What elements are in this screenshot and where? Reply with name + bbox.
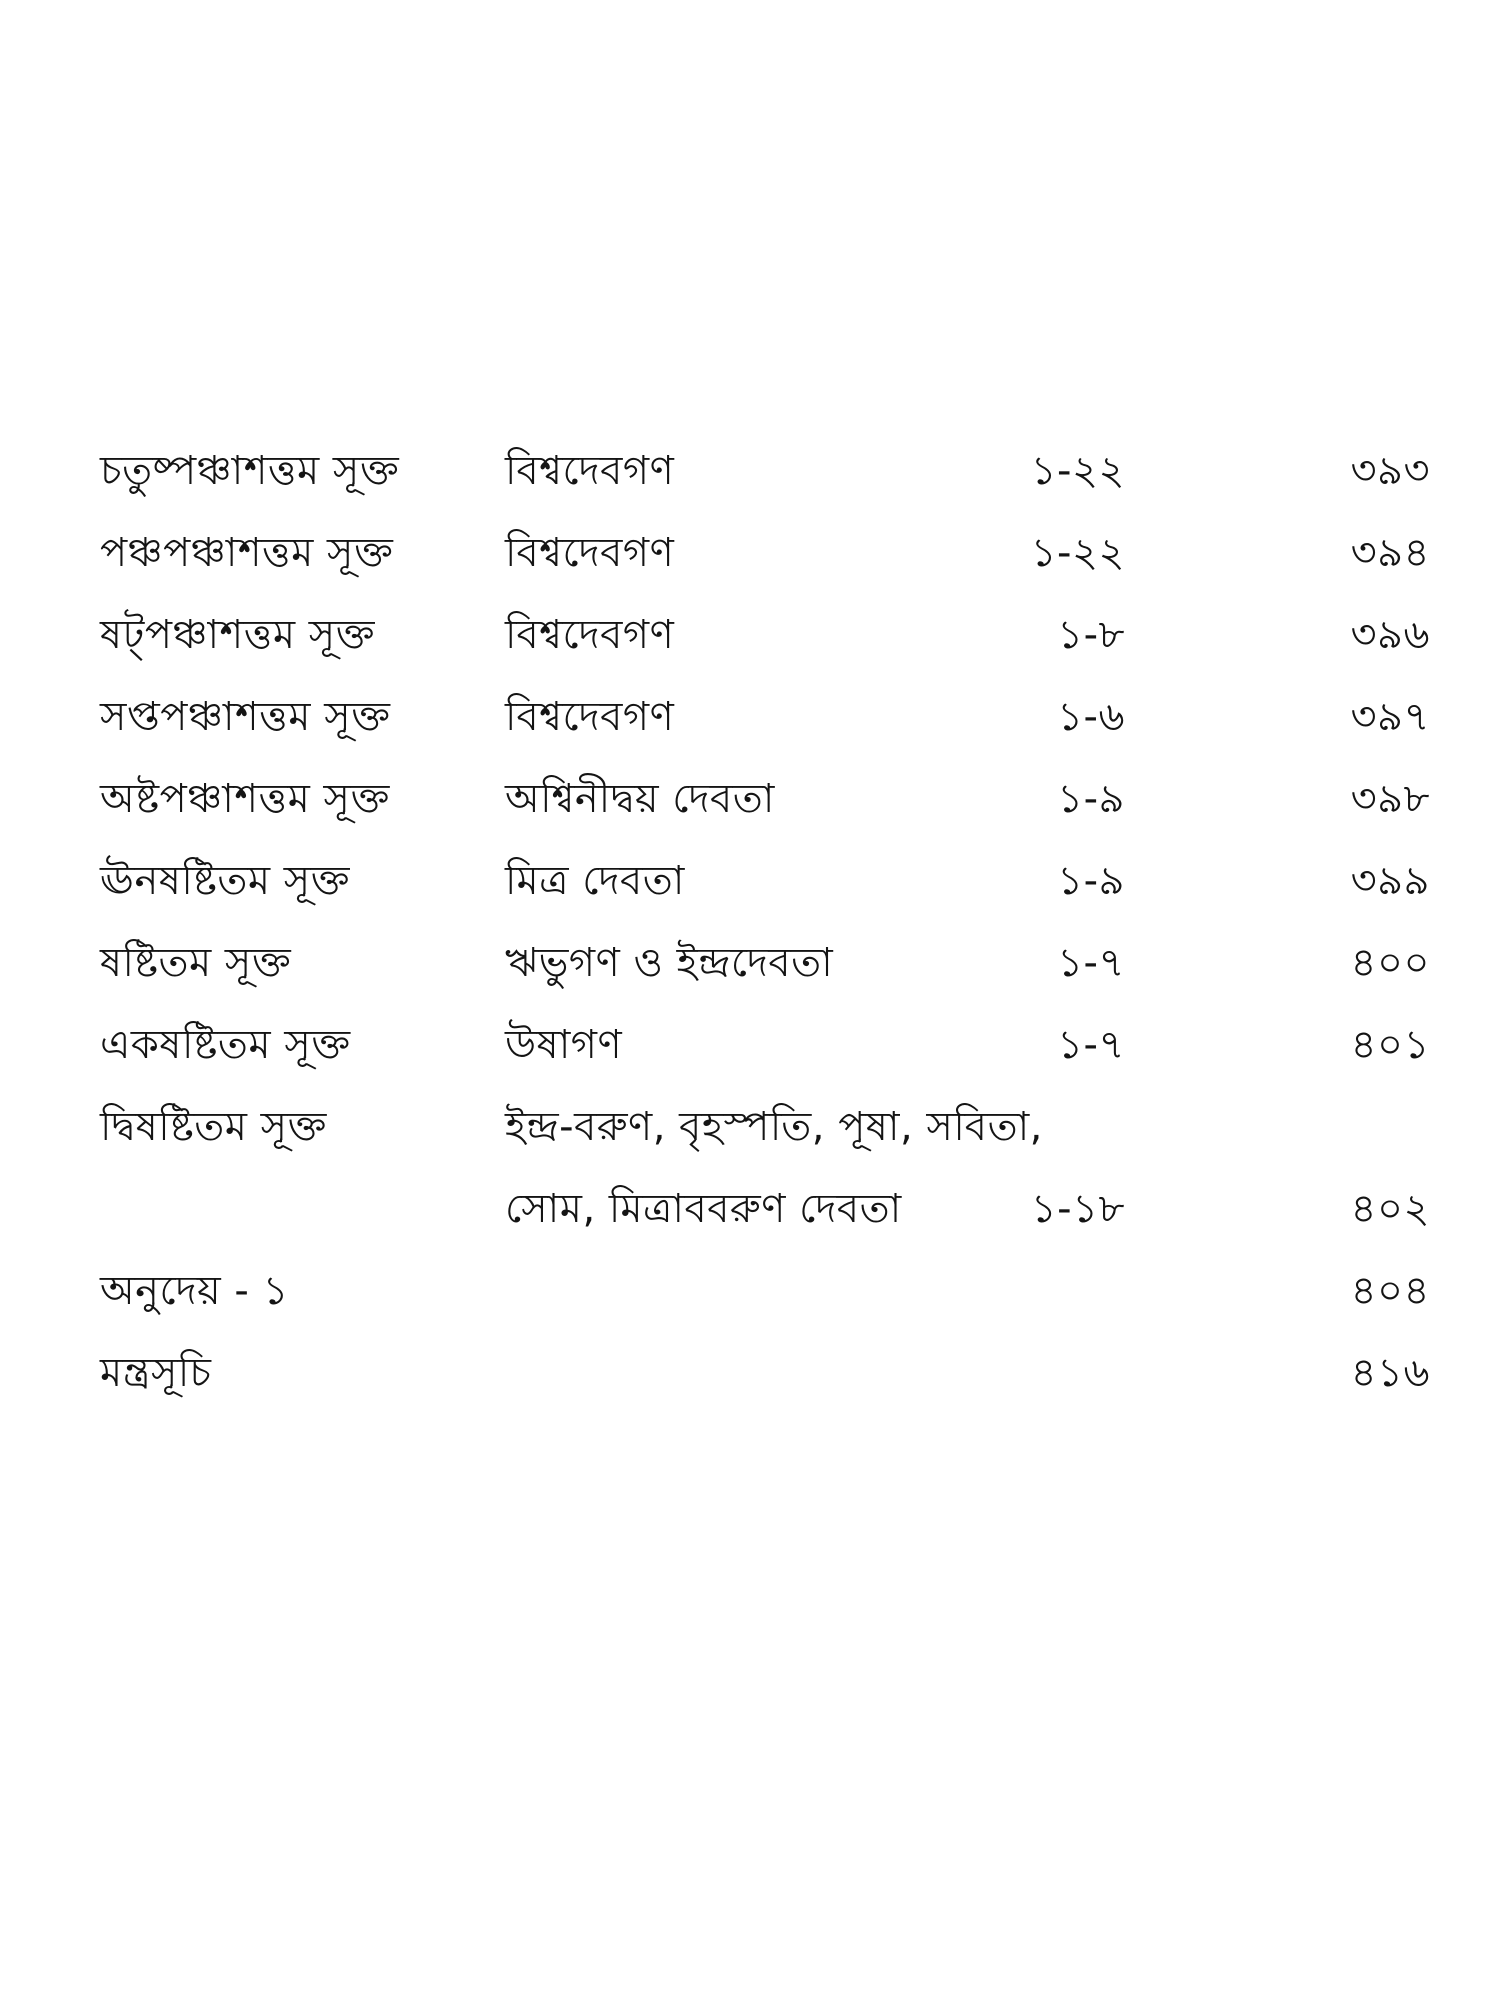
toc-row — [100, 840, 1430, 922]
page-number: ৩৯৪ — [1350, 530, 1430, 576]
deity-line-1: ইন্দ্র-বরুণ, বৃহস্পতি, পূষা, সবিতা, — [505, 1104, 1043, 1150]
toc-row — [100, 594, 1430, 676]
sukta-title: সপ্তপঞ্চাশত্তম সূক্ত — [100, 694, 391, 740]
deity-name: বিশ্বদেবগণ — [505, 694, 675, 740]
verse-range: ১-৭ — [1057, 1022, 1125, 1068]
toc-row — [100, 512, 1430, 594]
deity-name: বিশ্বদেবগণ — [505, 530, 675, 576]
verse-range: ১-২২ — [1030, 448, 1125, 494]
deity-name: উষাগণ — [505, 1022, 623, 1068]
page-number: ৩৯৭ — [1350, 694, 1430, 740]
sukta-title: একষষ্টিতম সূক্ত — [100, 1022, 351, 1068]
toc-row — [100, 922, 1430, 1004]
toc-row-index — [100, 1332, 1430, 1414]
verse-range: ১-৯ — [1057, 858, 1125, 904]
index-title: মন্ত্রসূচি — [100, 1350, 212, 1396]
sukta-title: চতুষ্পঞ্চাশত্তম সূক্ত — [100, 448, 400, 494]
page-number: ৪০৪ — [1350, 1268, 1430, 1314]
sukta-title: পঞ্চপঞ্চাশত্তম সূক্ত — [100, 530, 394, 576]
page-number: ৩৯৬ — [1350, 612, 1430, 658]
deity-name: মিত্র দেবতা — [505, 858, 685, 904]
page-number: ৪০১ — [1350, 1022, 1430, 1068]
page-number: ৪০২ — [1350, 1186, 1430, 1232]
sukta-title: ষষ্টিতম সূক্ত — [100, 940, 292, 986]
page-number: ৪১৬ — [1350, 1350, 1430, 1396]
toc-row — [100, 758, 1430, 840]
verse-range: ১-৬ — [1057, 694, 1125, 740]
toc-row — [100, 1004, 1430, 1086]
deity-name: ঋভুগণ ও ইন্দ্রদেবতা — [505, 940, 834, 986]
deity-line-2: সোম, মিত্রাববরুণ দেবতা — [505, 1186, 902, 1232]
deity-name: বিশ্বদেবগণ — [505, 612, 675, 658]
verse-range: ১-২২ — [1030, 530, 1125, 576]
deity-name — [505, 1086, 1043, 1250]
page-number: ৩৯৩ — [1350, 448, 1430, 494]
verse-range: ১-৯ — [1057, 776, 1125, 822]
table-of-contents — [100, 430, 1430, 1414]
page-number: ৩৯৮ — [1350, 776, 1430, 822]
appendix-title: অনুদেয় - ১ — [100, 1268, 289, 1314]
page-number: ৩৯৯ — [1350, 858, 1430, 904]
sukta-title: ঊনষষ্টিতম সূক্ত — [100, 858, 351, 904]
toc-row — [100, 430, 1430, 512]
sukta-title: অষ্টপঞ্চাশত্তম সূক্ত — [100, 776, 390, 822]
deity-name: অশ্বিনীদ্বয় দেবতা — [505, 776, 775, 822]
sukta-title: দ্বিষষ্টিতম সূক্ত — [100, 1104, 327, 1150]
toc-row — [100, 676, 1430, 758]
sukta-title: ষট্‌পঞ্চাশত্তম সূক্ত — [100, 612, 376, 658]
deity-name: বিশ্বদেবগণ — [505, 448, 675, 494]
verse-range: ১-৮ — [1057, 612, 1125, 658]
page-number: ৪০০ — [1350, 940, 1430, 986]
toc-row-appendix — [100, 1250, 1430, 1332]
verse-range: ১-১৮ — [1030, 1186, 1125, 1232]
verse-range: ১-৭ — [1057, 940, 1125, 986]
toc-row-multiline — [100, 1086, 1430, 1250]
